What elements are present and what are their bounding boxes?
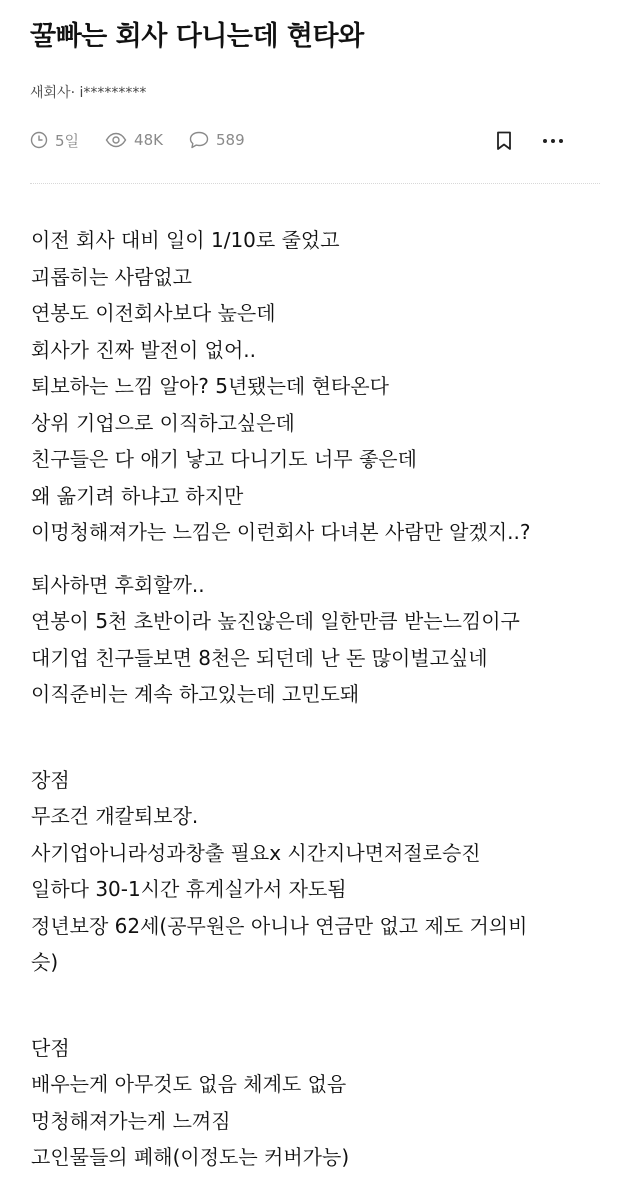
post-comments-count: 589 [215,131,245,149]
post-line: 회사가 진짜 발전이 없어.. [31,337,256,362]
post-paragraph-cons [31,1030,611,1176]
bookmark-icon [496,131,512,151]
post-line: 대기업 친구들보면 8천은 되던데 난 돈 많이벌고싶네 [31,645,488,670]
post-line: 상위 기업으로 이직하고싶은데 [31,410,295,435]
post-paragraph [31,567,611,713]
post-body [31,222,611,1192]
post-line: 왜 옮기려 하냐고 하지만 [31,483,244,508]
bookmark-button[interactable] [494,129,514,153]
post-line: 고인물들의 폐해(이정도는 커버가능) [31,1145,350,1169]
post-line: 무조건 개칼퇴보장. [31,804,199,828]
more-button[interactable] [540,129,566,153]
eye-icon [105,132,127,148]
post-author[interactable]: 새회사· i********* [30,85,147,101]
post-comments[interactable] [189,131,245,149]
post-line: 친구들은 다 애기 낳고 다니기도 너무 좋은데 [31,447,417,471]
pros-heading: 장점 [31,767,70,792]
post-line: 이멍청해져가는 느낌은 이런회사 다녀본 사람만 알겠지..? [31,520,531,544]
post-age-text: 5일 [55,131,80,150]
header-divider [30,183,600,184]
clock-icon [30,131,48,149]
post-line: 괴롭히는 사람없고 [31,264,192,289]
post-line: 일하다 30-1시간 휴게실가서 자도됨 [31,877,347,901]
paragraph-gap [31,729,611,762]
paragraph-gap [31,997,611,1030]
post-line: 퇴사하면 후회할까.. [31,572,205,597]
post-line: 이전 회사 대비 일이 1/10로 줄었고 [31,228,340,252]
post-meta [30,128,271,152]
post-line: 배우는게 아무것도 없음 체계도 없음 [31,1072,347,1096]
post-age [30,130,79,151]
post-paragraph [31,222,611,551]
post-line: 멍청해져가는게 느껴짐 [31,1108,231,1133]
post-line: 슷) [31,950,59,974]
post-line: 정년보장 62세(공무원은 아니나 연금만 없고 제도 거의비 [31,913,528,938]
post-paragraph-pros [31,762,611,981]
comment-bubble-icon [189,131,209,149]
post-line: 연봉도 이전회사보다 높은데 [31,301,276,325]
cons-heading: 단점 [31,1035,70,1060]
post-title: 꿀빠는 회사 다니는데 현타와 [30,21,364,52]
post-line: 연봉이 5천 초반이라 높진않은데 일한만큼 받는느낌이구 [31,609,520,633]
more-horizontal-icon [542,138,564,144]
post-line: 사기업아니라성과창출 필요x 시간지나면저절로승진 [31,840,481,865]
post-line: 이직준비는 계속 하고있는데 고민도돼 [31,682,360,706]
post-line: 퇴보하는 느낌 알아? 5년됐는데 현타온다 [31,374,389,398]
post-views-count: 48K [134,131,163,149]
post-views [105,131,163,149]
